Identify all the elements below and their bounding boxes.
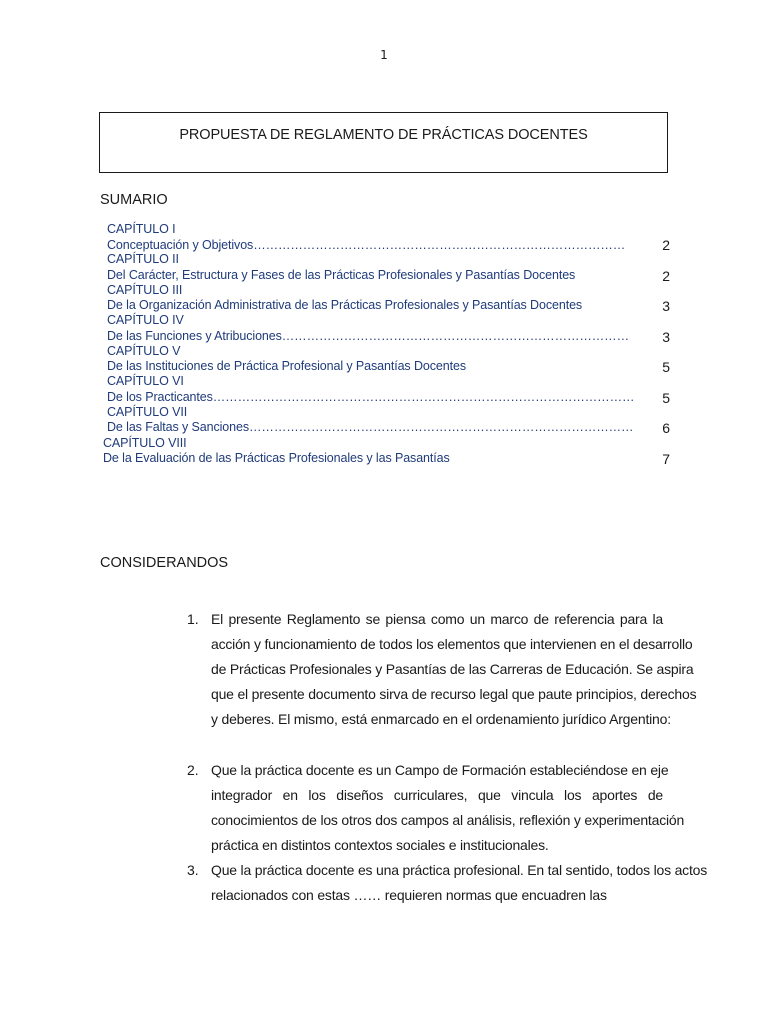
document-title: PROPUESTA DE REGLAMENTO DE PRÁCTICAS DOCENTES — [179, 127, 588, 143]
paragraph-line: conocimientos de los otros dos campos al análisis, reflexión y experimentación — [211, 812, 685, 828]
toc-entry: Conceptuación y Objetivos……………………………………………………………………………… — [107, 238, 626, 252]
toc-page-number: 5 — [662, 390, 670, 406]
paragraph-line: relacionados con estas …… requieren normas que encuadren las — [211, 887, 607, 903]
list-item-number: 1. — [187, 611, 199, 627]
list-item-number: 3. — [187, 862, 199, 878]
toc-chapter-label: CAPÍTULO III — [107, 283, 183, 297]
toc-entry: De las Faltas y Sanciones………………………………………………………………………………… — [107, 420, 634, 434]
paragraph-line: y deberes. El mismo, está enmarcado en el ordenamiento jurídico Argentino: — [211, 711, 671, 727]
toc-chapter-label: CAPÍTULO II — [107, 252, 179, 266]
toc-page-number: 3 — [662, 298, 670, 314]
list-item-number: 2. — [187, 762, 199, 778]
toc-page-number: 5 — [662, 359, 670, 375]
toc-entry: De la Evaluación de las Prácticas Profesionales y las Pasantías — [103, 451, 450, 465]
page-number: 1 — [380, 48, 388, 62]
toc-entry: Del Carácter, Estructura y Fases de las Prácticas Profesionales y Pasantías Docentes — [107, 268, 576, 282]
toc-entry: De la Organización Administrativa de las Prácticas Profesionales y Pasantías Docentes — [107, 298, 583, 312]
toc-chapter-label: CAPÍTULO VII — [107, 405, 188, 419]
paragraph-line: práctica en distintos contextos sociales e institucionales. — [211, 837, 549, 853]
toc-page-number: 6 — [662, 420, 670, 436]
toc-page-number: 3 — [662, 329, 670, 345]
toc-chapter-label: CAPÍTULO V — [107, 344, 181, 358]
toc-entry: De las Funciones y Atribuciones………………………………………………………………………… — [107, 329, 629, 343]
paragraph-line: El presente Reglamento se piensa como un marco de referencia para la — [211, 611, 663, 627]
toc-chapter-label: CAPÍTULO VIII — [103, 436, 187, 450]
paragraph-line: de Prácticas Profesionales y Pasantías de las Carreras de Educación. Se aspira — [211, 661, 694, 677]
paragraph-line: integrador en los diseños curriculares, que vincula los aportes de — [211, 787, 663, 803]
paragraph-line: Que la práctica docente es una práctica profesional. En tal sentido, todos los actos — [211, 862, 708, 878]
toc-chapter-label: CAPÍTULO VI — [107, 374, 184, 388]
toc-page-number: 7 — [662, 451, 670, 467]
paragraph-line: acción y funcionamiento de todos los elementos que intervienen en el desarrollo — [211, 636, 693, 652]
toc-chapter-label: CAPÍTULO I — [107, 222, 176, 236]
sumario-heading: SUMARIO — [100, 192, 168, 208]
toc-page-number: 2 — [662, 268, 670, 284]
toc-chapter-label: CAPÍTULO IV — [107, 313, 184, 327]
toc-entry: De los Practicantes………………………………………………………………………………………… — [107, 390, 635, 404]
considerandos-heading: CONSIDERANDOS — [100, 555, 229, 571]
toc-entry: De las Instituciones de Práctica Profesional y Pasantías Docentes — [107, 359, 466, 373]
title-box — [99, 112, 668, 173]
paragraph-line: Que la práctica docente es un Campo de Formación estableciéndose en eje — [211, 762, 669, 778]
toc-page-number: 2 — [662, 237, 670, 253]
paragraph-line: que el presente documento sirva de recurso legal que paute principios, derechos — [211, 686, 697, 702]
